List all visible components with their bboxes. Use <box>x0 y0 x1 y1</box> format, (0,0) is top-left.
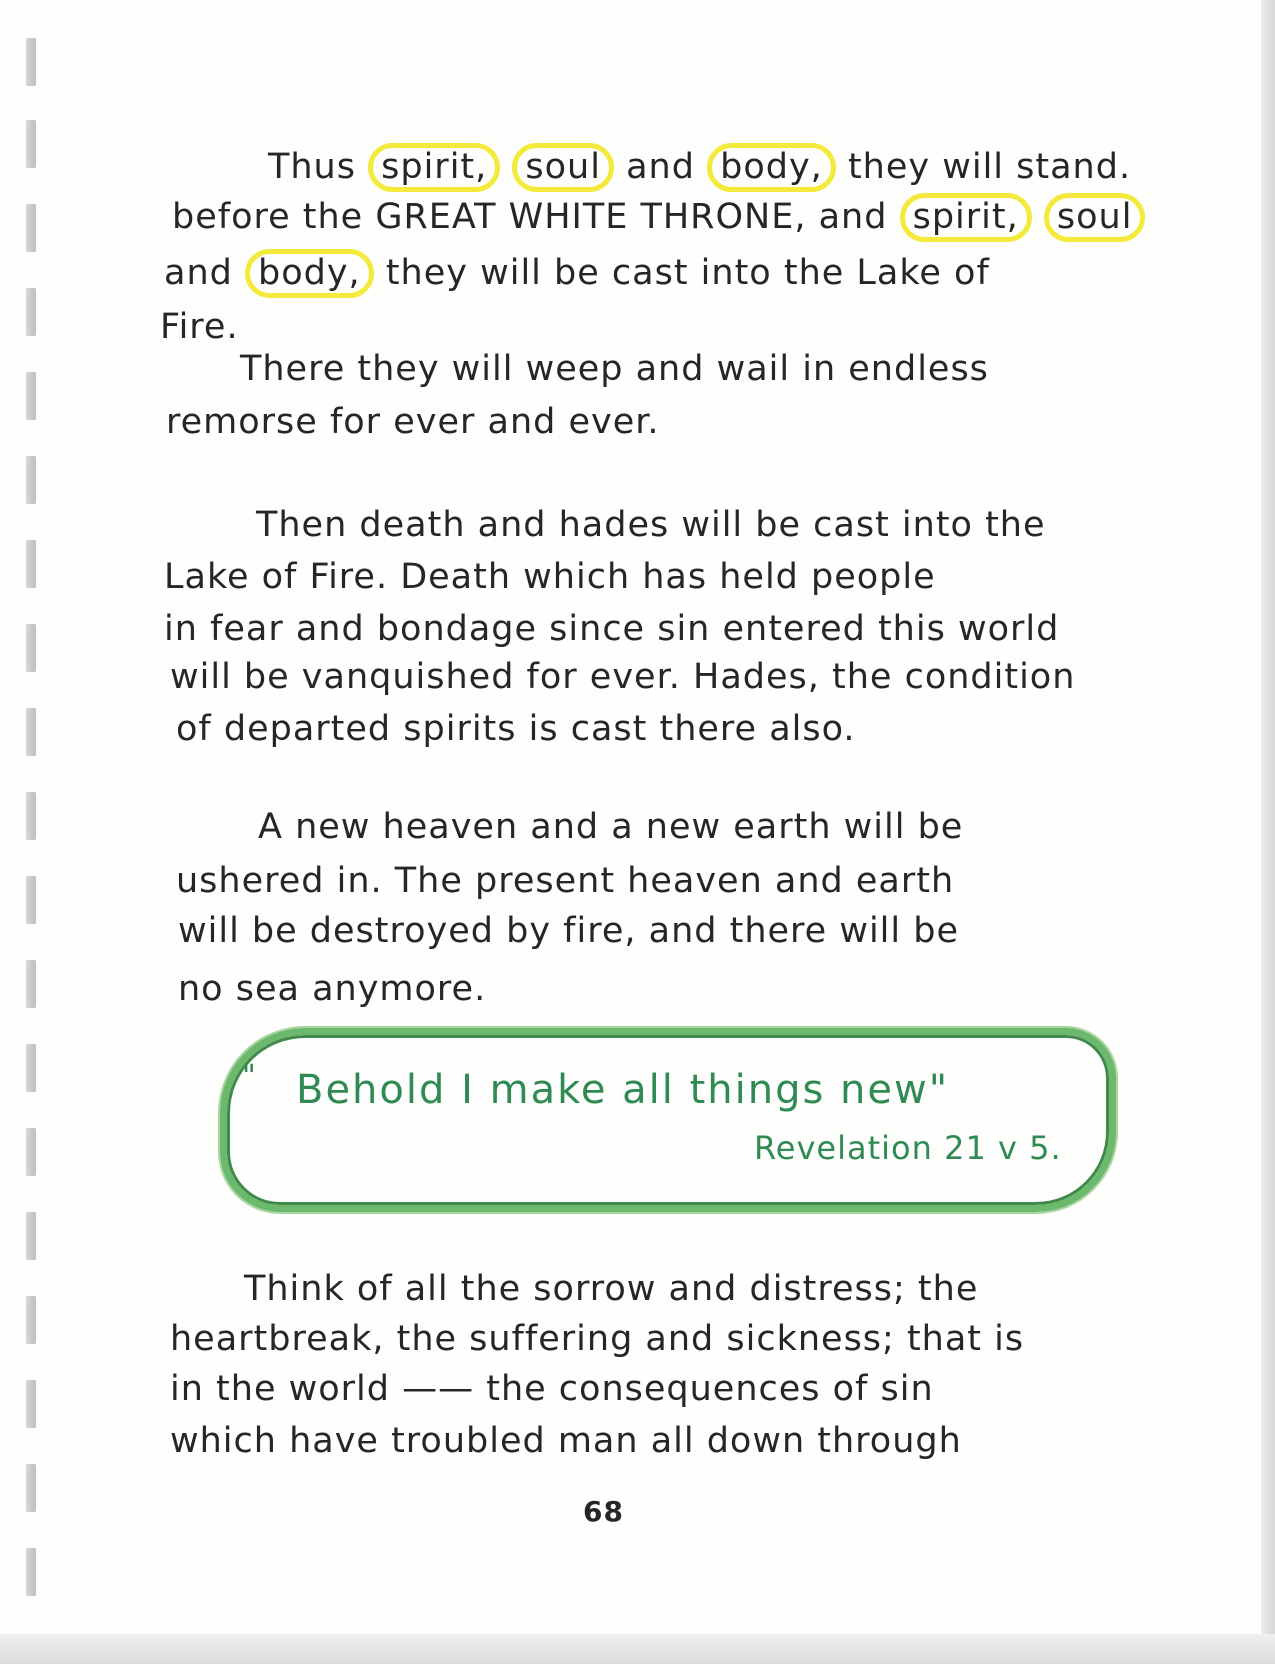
binding-hole <box>26 120 36 168</box>
binding-hole <box>26 1464 36 1512</box>
binding-hole <box>26 204 36 252</box>
binding-hole <box>26 1212 36 1260</box>
scripture-quote-text: Behold I make all things new" <box>296 1067 950 1113</box>
binding-hole <box>26 1380 36 1428</box>
paragraph-1-line-2 <box>172 197 1145 237</box>
paragraph-2-line-2: remorse for ever and ever. <box>166 402 660 442</box>
quote-open-mark: " <box>242 1059 256 1094</box>
paragraph-3-line-4: will be vanquished for ever. Hades, the condition <box>170 657 1076 697</box>
binding-hole <box>26 876 36 924</box>
scripture-quote-frame <box>220 1028 1116 1212</box>
paragraph-1-line-3 <box>164 253 990 293</box>
paragraph-3-line-2: Lake of Fire. Death which has held people <box>164 557 936 597</box>
page-number: 68 <box>583 1495 624 1528</box>
paragraph-3-line-3: in fear and bondage since sin entered this world <box>164 609 1060 649</box>
binding-hole <box>26 540 36 588</box>
highlighted-word: spirit, <box>900 193 1032 242</box>
paragraph-5-line-1: Think of all the sorrow and distress; the <box>244 1269 979 1309</box>
binding-hole <box>26 1548 36 1596</box>
binding-hole <box>26 1296 36 1344</box>
paragraph-3-line-1: Then death and hades will be cast into the <box>256 505 1046 545</box>
paragraph-3-line-5: of departed spirits is cast there also. <box>176 709 856 749</box>
text-fragment: and <box>164 253 233 293</box>
highlighted-word: soul <box>512 143 614 192</box>
binding-hole <box>26 1044 36 1092</box>
paragraph-4-line-3: will be destroyed by fire, and there will be <box>178 911 959 951</box>
paragraph-4-line-4: no sea anymore. <box>178 969 487 1009</box>
binding-hole <box>26 372 36 420</box>
paragraph-1-line-1 <box>268 147 1132 187</box>
paragraph-4-line-1: A new heaven and a new earth will be <box>258 807 964 847</box>
binding-hole <box>26 960 36 1008</box>
page-edge-shadow <box>1261 0 1275 1664</box>
binding-hole <box>26 792 36 840</box>
highlighted-word: soul <box>1044 193 1146 242</box>
text-fragment: Thus <box>268 147 356 187</box>
text-fragment: before the GREAT WHITE THRONE, and <box>172 197 888 237</box>
text-fragment: they will be cast into the Lake of <box>385 253 990 293</box>
text-fragment: they will stand. <box>847 147 1132 187</box>
highlighted-word: body, <box>707 143 836 192</box>
paragraph-5-line-4: which have troubled man all down through <box>170 1421 962 1461</box>
binding-hole <box>26 456 36 504</box>
page-bottom-edge <box>0 1634 1275 1664</box>
binding-hole <box>26 1128 36 1176</box>
binding-hole <box>26 288 36 336</box>
binding-hole <box>26 38 36 86</box>
scripture-reference: Revelation 21 v 5. <box>754 1129 1062 1167</box>
text-fragment: and <box>626 147 695 187</box>
paragraph-1-line-4: Fire. <box>160 307 239 347</box>
binding-hole <box>26 624 36 672</box>
paragraph-5-line-3: in the world —— the consequences of sin <box>170 1369 934 1409</box>
spiral-binding-holes <box>26 0 46 1664</box>
paragraph-2-line-1: There they will weep and wail in endless <box>240 349 989 389</box>
highlighted-word: spirit, <box>368 143 500 192</box>
highlighted-word: body, <box>245 249 374 298</box>
paragraph-4-line-2: ushered in. The present heaven and earth <box>176 861 955 901</box>
paragraph-5-line-2: heartbreak, the suffering and sickness; that is <box>170 1319 1025 1359</box>
binding-hole <box>26 708 36 756</box>
